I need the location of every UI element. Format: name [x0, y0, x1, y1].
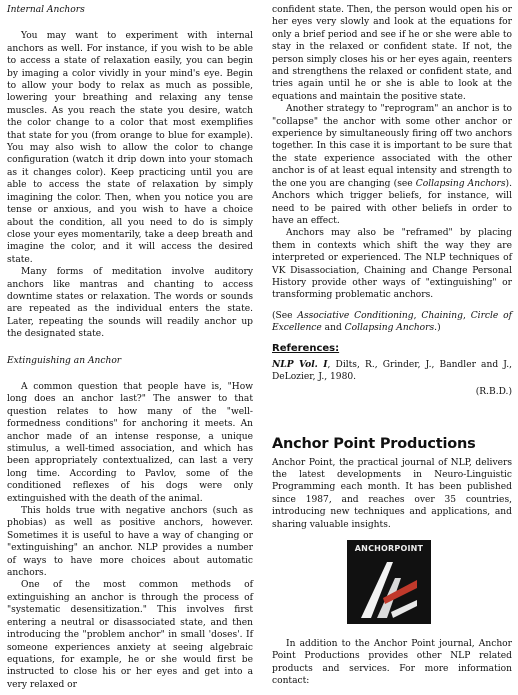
paragraph: confident state. Then, the person would open his or her eyes very slowly and look at the equations for only a brief period and see if he or she were able to stay in the relaxed or confident state. If not, the person simply closes his or her eyes again, reenters and strengthens the relaxed or confident state, and tries again until he or she is able to look at the equations and maintain the positive state.: [272, 5, 512, 102]
left-column: [7, 4, 253, 691]
paragraph: Anchors may also be "reframed" by placing them in contexts which shift the way they are interpreted or experienced. The NLP techniques of VK Disassociation, Chaining and Change Personal History provide other ways of "extinguishing" or transforming problematic anchors.: [272, 228, 512, 301]
right-column: [272, 4, 512, 531]
paragraph: One of the most common methods of extinguishing an anchor is through the process of "systematic desensitization." This involves first entering a neutral or disassociated state, and then introducing the "problem anchor" in small 'doses'. If someone experiences anxiety at seeing algebraic equations, for example, he or she would first be instructed to close his or her eyes and get into a very relaxed or: [7, 580, 253, 690]
section-heading-extinguishing: Extinguishing an Anchor: [7, 355, 122, 366]
paragraph: Another strategy to "reprogram" an anchor is to "collapse" the anchor with some other anchor or experience by simultaneously firing off two anchors together. In this case it is important to be sure that the state experience associated with the other anchor is of at least equal intensity and strength to the one you are changing (see Collapsing Anchors). Anchors which trigger beliefs, for instance, will need to be paired with other beliefs in order to have an effect.: [272, 104, 512, 226]
paragraph: You may want to experiment with internal anchors as well. For instance, if you wish to be able to access a state of relaxation easily, you can begin by imaging a color vividly in your mind's eye. Begin to allow your body to relax as much as possible, lowering your breathing and relaxing any tense muscles. As you reach the state you desire, watch the color change to a color that most exemplifies that state for you (from orange to blue for example). You may also wish to allow the color to change configuration (watch it drip down into your stomach as it changes color). Keep practicing until you are able to access the state of relaxation by simply imagining the color. Then, when you notice you are tense or anxious, and you wish to have a choice about the condition, all you need to do is simply close your eyes momentarily, take a deep breath and imagine the color, and it will access the desired state.: [7, 31, 253, 265]
section-heading-internal-anchors: Internal Anchors: [7, 5, 85, 15]
cross-reference: Collapsing Anchors: [415, 178, 506, 189]
cross-reference: Chaining: [421, 310, 463, 321]
logo-wordmark: ANCHORPOINT: [354, 544, 424, 553]
paragraph: This holds true with negative anchors (such as phobias) as well as positive anchors, however. Sometimes it is useful to have a way of changing or "extinguishing" an anchor. NLP provides a number of ways to have more choices about automatic anchors.: [7, 506, 253, 579]
reference-entry: NLP Vol. I, Dilts, R., Grinder, J., Bandler and J., DeLozier, J., 1980.: [272, 358, 512, 383]
cross-reference: Circle of Excellence: [272, 310, 512, 334]
author-signature: (R.B.D.): [475, 386, 512, 397]
references-heading: References:: [272, 342, 340, 354]
cross-reference: Collapsing Anchors: [344, 323, 435, 334]
closing-paragraph: In addition to the Anchor Point journal, Anchor Point Productions provides other NLP related products and services. For more information contact:: [272, 639, 512, 687]
company-description: Anchor Point, the practical journal of NLP, delivers the latest developments in Neuro-Linguistic Programming each month. It has been published since 1987, and reaches over 35 countries, introducing new techniques and applications, and sharing valuable insights.: [272, 457, 512, 530]
anchor-point-logo: [347, 540, 431, 624]
reference-title: NLP Vol. I: [272, 358, 328, 370]
paragraph: A common question that people have is, "How long does an anchor last?" The answer to that question relates to how many of the "well-formedness conditions" for anchoring it meets. An anchor made of an intense response, a unique stimulus, a well-timed association, and which has been appropriately contextualized, can last a very long time. According to Pavlov, some of the conditioned reflexes of his dogs were only extinguished with the death of the animal.: [7, 381, 253, 504]
cross-reference: Associative Conditioning: [297, 310, 414, 321]
paragraph: Many forms of meditation involve auditory anchors like mantras and chanting to access downtime states or relaxation. The words or sounds are repeated as the individual enters the state. Later, repeating the sounds will readily anchor up the designated state.: [7, 267, 253, 340]
company-heading: Anchor Point Productions: [272, 436, 476, 453]
see-also: (See Associative Conditioning, Chaining, Circle of Excellence and Collapsing Anchors.): [272, 310, 512, 334]
anchor-logo-icon: [347, 540, 431, 624]
